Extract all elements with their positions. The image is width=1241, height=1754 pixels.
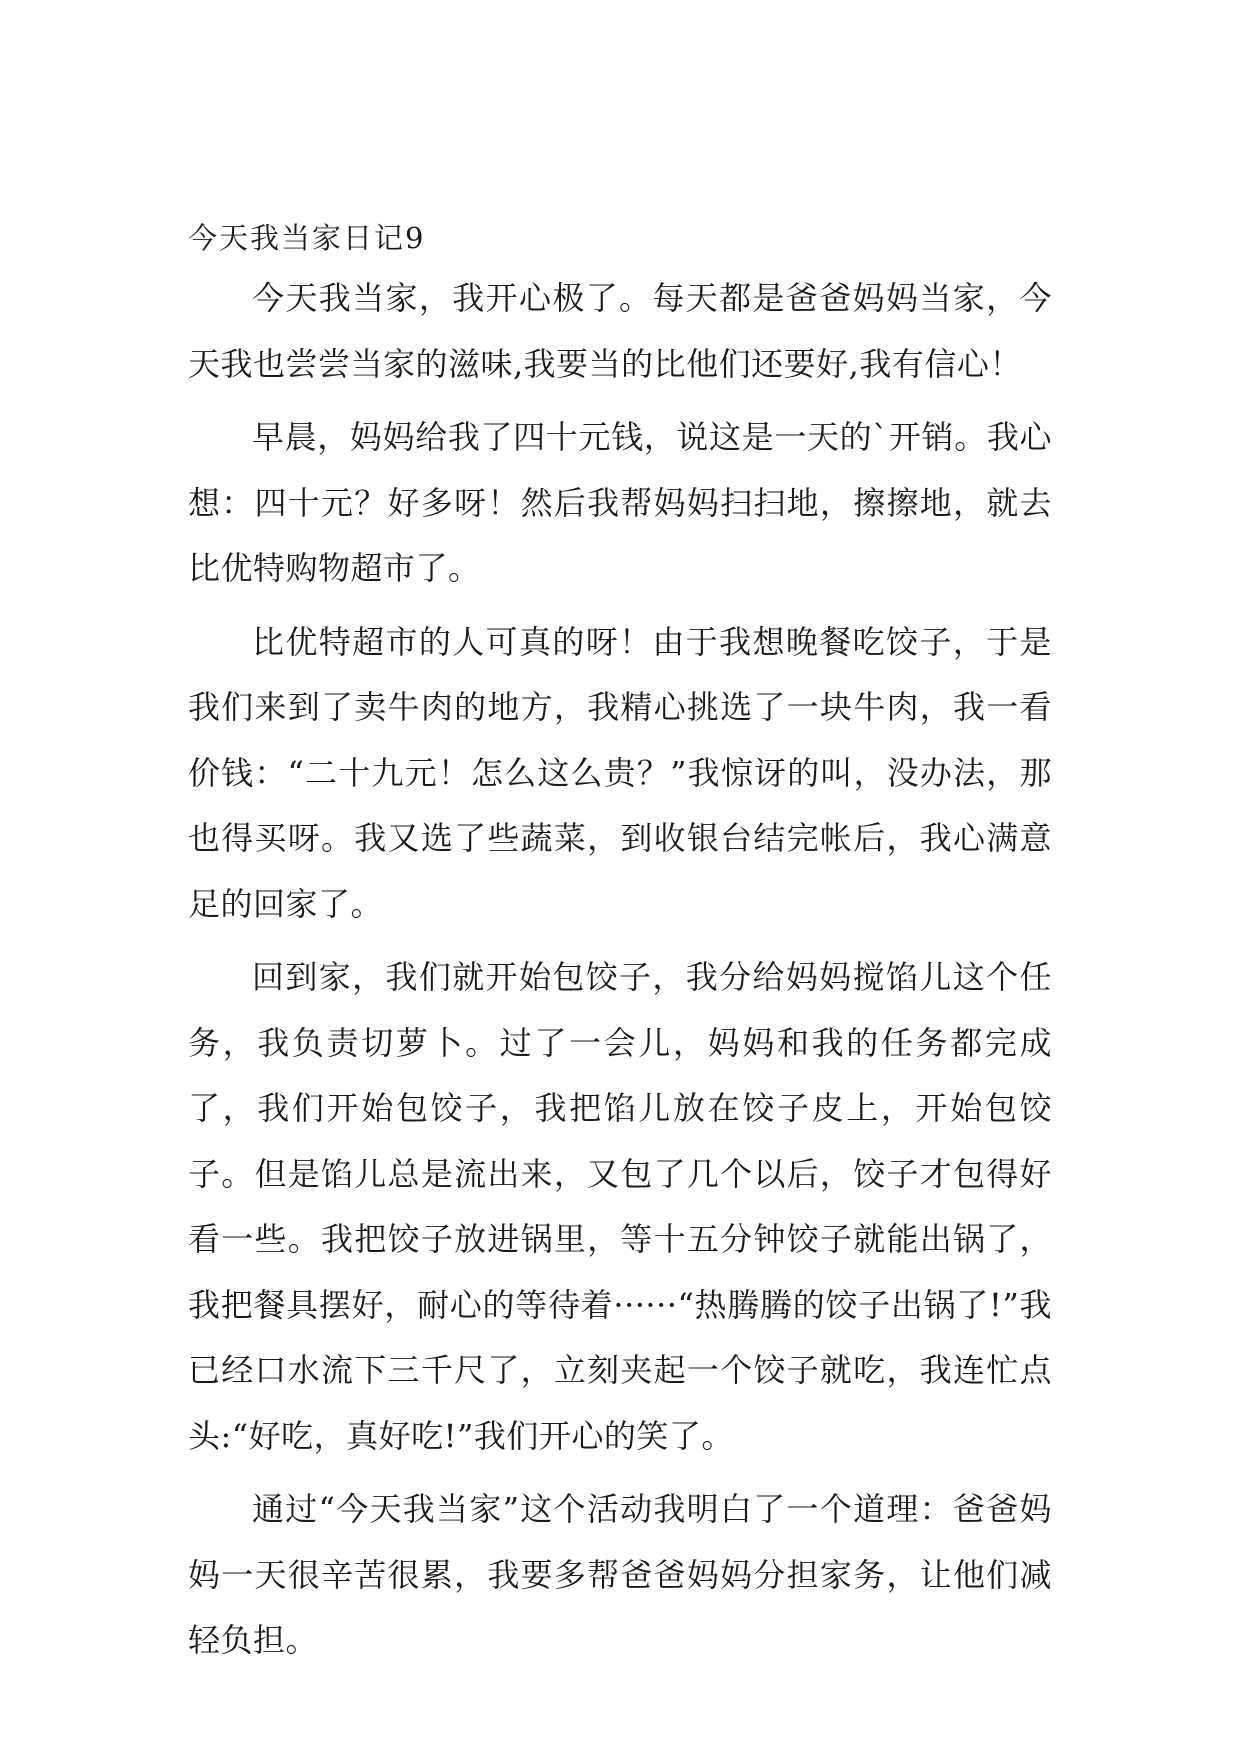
- paragraph: 通过“今天我当家”这个活动我明白了一个道理：爸爸妈妈一天很辛苦很累，我要多帮爸爸妈妈分担家务，让他们减轻负担。: [188, 1490, 1052, 1659]
- document-body: [188, 210, 1052, 1682]
- paragraph: 今天我当家，我开心极了。每天都是爸爸妈妈当家，今天我也尝尝当家的滋味,我要当的比他们还要好,我有信心！: [188, 279, 1052, 383]
- paragraph: 比优特超市的人可真的呀！由于我想晚餐吃饺子，于是我们来到了卖牛肉的地方，我精心挑选了一块牛肉，我一看价钱：“二十九元！怎么这么贵？”我惊讶的叫，没办法，那也得买呀。我又选了些蔬菜，到收银台结完帐后，我心满意足的回家了。: [188, 622, 1052, 923]
- document-title: 今天我当家日记9: [188, 221, 426, 255]
- paragraph: 回到家，我们就开始包饺子，我分给妈妈搅馅儿这个任务，我负责切萝卜。过了一会儿，妈妈和我的任务都完成了，我们开始包饺子，我把馅儿放在饺子皮上，开始包饺子。但是馅儿总是流出来，又包了几个以后，饺子才包得好看一些。我把饺子放进锅里，等十五分钟饺子就能出锅了，我把餐具摆好，耐心的等待着······“热腾腾的饺子出锅了!”我已经口水流下三千尺了，立刻夹起一个饺子就吃，我连忙点头:“好吃，真好吃!”我们开心的笑了。: [188, 958, 1052, 1455]
- paragraph: 早晨，妈妈给我了四十元钱，说这是一天的`开销。我心想：四十元？好多呀！然后我帮妈妈扫扫地，擦擦地，就去比优特购物超市了。: [188, 418, 1052, 587]
